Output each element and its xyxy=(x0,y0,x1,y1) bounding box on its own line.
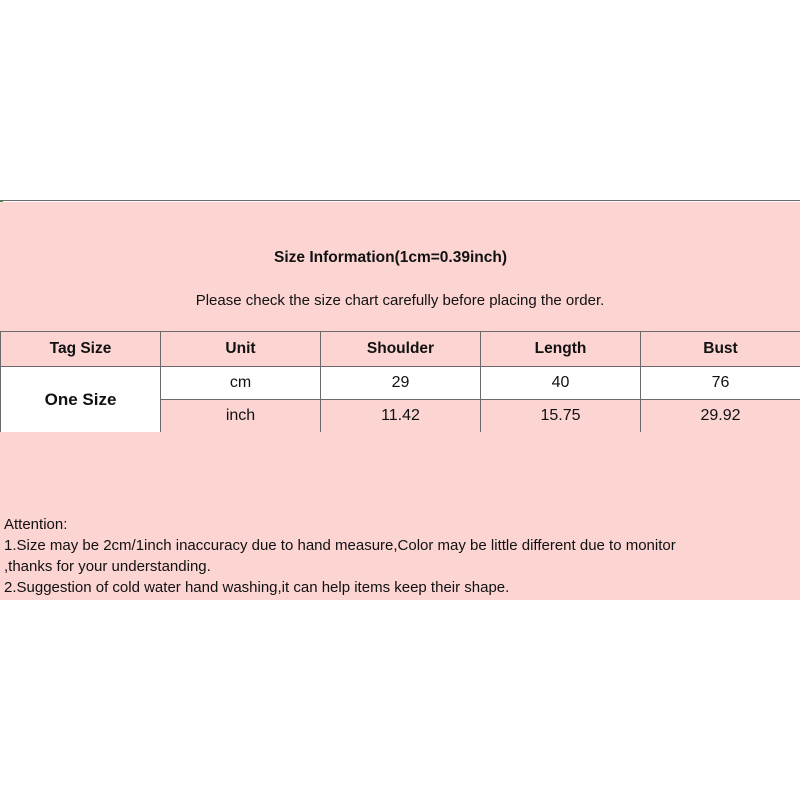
header-band xyxy=(0,202,800,331)
attention-heading: Attention: xyxy=(4,516,68,533)
header-bust: Bust xyxy=(641,332,800,367)
shoulder-cell-inch: 11.42 xyxy=(321,400,481,433)
attention-line-2: 2.Suggestion of cold water hand washing,it can help items keep their shape. xyxy=(4,579,510,596)
length-cell-inch: 15.75 xyxy=(481,400,641,433)
unit-cell-cm: cm xyxy=(161,367,321,400)
tag-size-cell: One Size xyxy=(1,367,161,433)
bust-cell-inch: 29.92 xyxy=(641,400,800,433)
attention-line-1-cont: ,thanks for your understanding. xyxy=(4,558,211,575)
shoulder-cell-cm: 29 xyxy=(321,367,481,400)
size-info-title: Size Information(1cm=0.39inch) xyxy=(274,249,507,266)
size-table xyxy=(0,331,800,433)
attention-line-1: 1.Size may be 2cm/1inch inaccuracy due to hand measure,Color may be little different due to monitor xyxy=(4,537,676,554)
size-chart-sheet xyxy=(0,200,800,600)
attention-notes xyxy=(4,514,800,598)
bust-cell-cm: 76 xyxy=(641,367,800,400)
length-cell-cm: 40 xyxy=(481,367,641,400)
header-length: Length xyxy=(481,332,641,367)
header-shoulder: Shoulder xyxy=(321,332,481,367)
header-unit: Unit xyxy=(161,332,321,367)
unit-cell-inch: inch xyxy=(161,400,321,433)
header-tag-size: Tag Size xyxy=(1,332,161,367)
table-row-cm xyxy=(1,367,800,400)
size-info-subtitle: Please check the size chart carefully before placing the order. xyxy=(195,292,605,309)
table-header-row xyxy=(1,332,800,367)
